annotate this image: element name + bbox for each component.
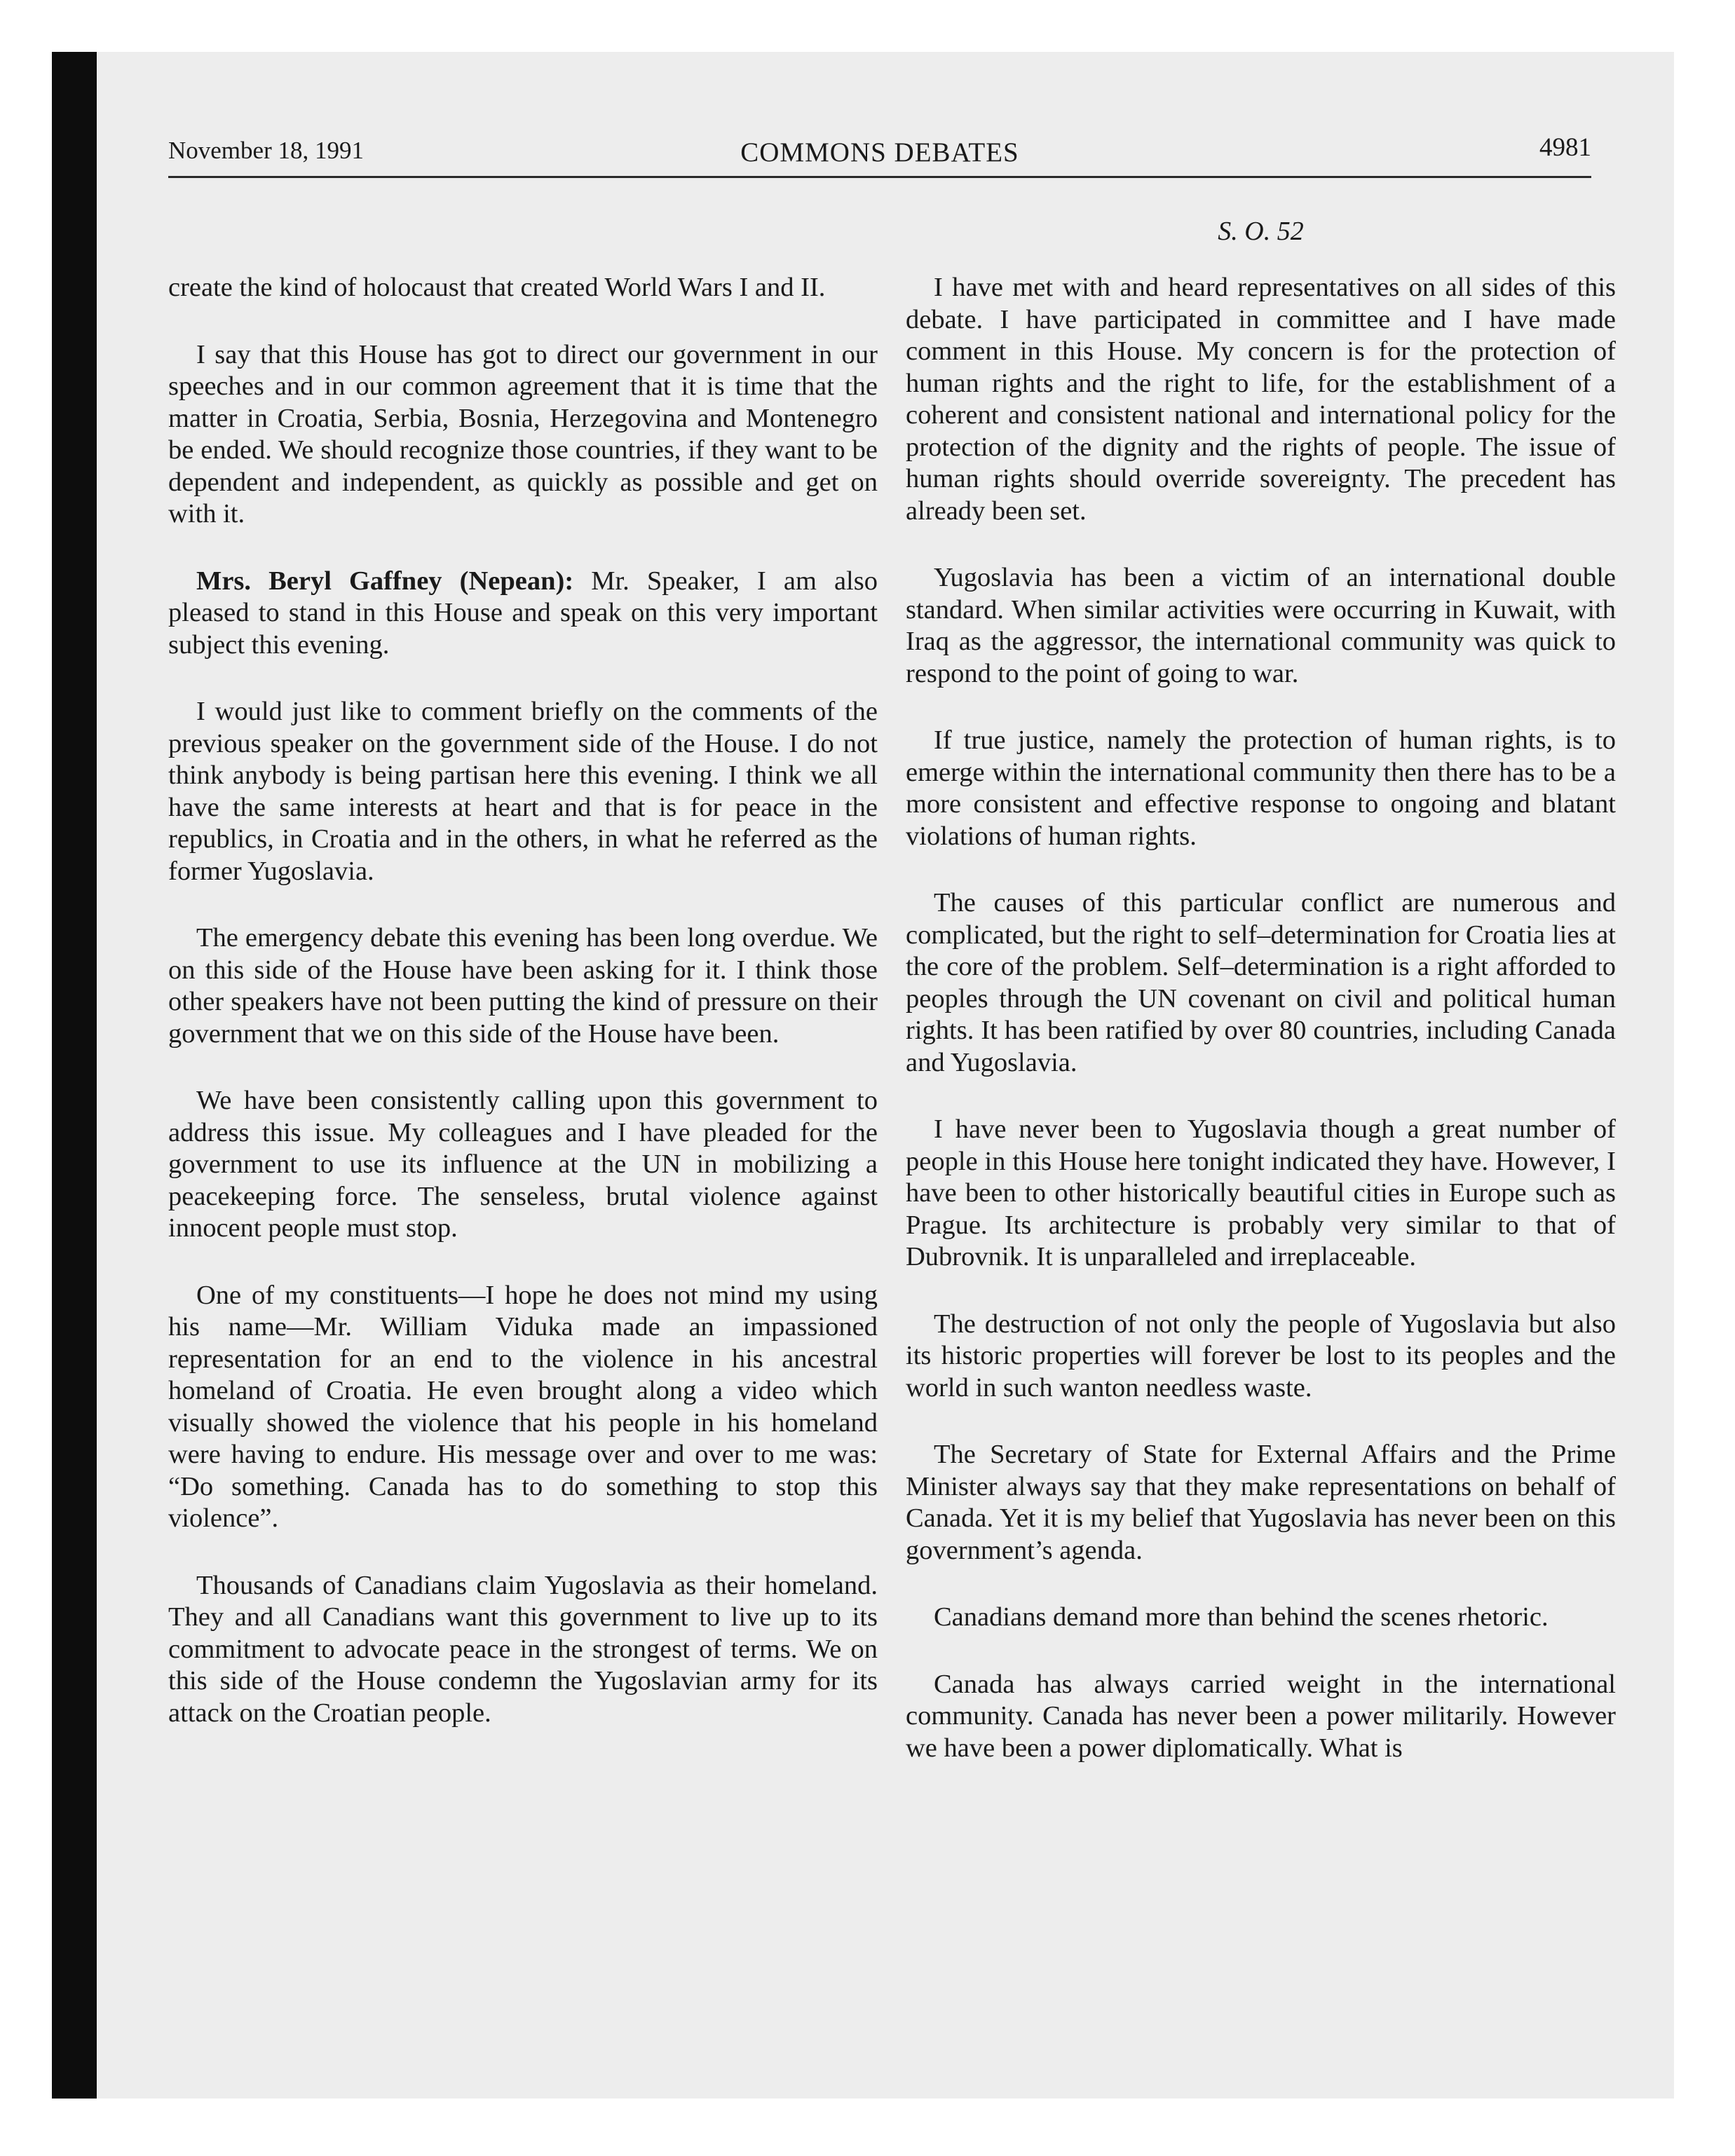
paragraph: Canada has always carried weight in the international community. Canada has never been a power militarily. However we have been a power diplomatically. What is (906, 1669, 1616, 1763)
paragraph (168, 566, 878, 662)
right-column (906, 272, 1616, 1799)
header-date: November 18, 1991 (168, 137, 364, 164)
paragraph: One of my constituents—I hope he does not mind my using his name—Mr. William Viduka made an impassioned representation for an end to the violence in his ancestral homeland of Croatia. He even brought along a video which visually showed the violence that his people in his homeland were having to endure. His message over and over to me was: “Do something. Canada has to do something to stop this violence”. (168, 1280, 878, 1533)
paragraph: I say that this House has got to direct our government in our speeches and in our common agreement that it is time that the matter in Croatia, Serbia, Bosnia, Herzegovina and Montenegro be ended. We should recognize those countries, if they want to be dependent and independent, as quickly as possible and get on with it. (168, 339, 878, 528)
page-number: 4981 (1539, 133, 1591, 162)
paragraph: Thousands of Canadians claim Yugoslavia as their homeland. They and all Canadians want this government to live up to its commitment to advocate peace in the strongest of terms. We on this side of the House condemn the Yugoslavian army for its attack on the Croatian people. (168, 1570, 878, 1728)
header-title: COMMONS DEBATES (740, 137, 1019, 168)
paragraph: The Secretary of State for External Affairs and the Prime Minister always say that they make representations on behalf of Canada. Yet it is my belief that Yugoslavia has never been on this government’s agenda. (906, 1440, 1616, 1565)
section-mark: S. O. 52 (1218, 217, 1304, 246)
speech-text: Mr. Speaker, I am also pleased to stand in this House and speak on this very important subject this evening. (168, 566, 878, 660)
paragraph: Canadians demand more than behind the scenes rhetoric. (934, 1602, 1549, 1632)
paragraph: I would just like to comment briefly on the comments of the previous speaker on the government side of the House. I do not think anybody is being partisan here this evening. I think we all have the same interests at heart and that is for peace in the republics, in Croatia and in the others, in what he referred as the former Yugoslavia. (168, 697, 878, 886)
paragraph: create the kind of holocaust that created World Wars I and II. (168, 273, 826, 302)
left-column (168, 272, 878, 1764)
scan-binding-edge (52, 52, 97, 2099)
paragraph: Yugoslavia has been a victim of an international double standard. When similar activities were occurring in Kuwait, with Iraq as the aggressor, the international community was quick to respond to the point of going to war. (906, 563, 1616, 688)
speaker-name: Mrs. Beryl Gaffney (Nepean): (196, 566, 574, 596)
paragraph: The causes of this particular conflict are numerous and complicated, but the right to self–determination for Croatia lies at the core of the problem. Self–determination is a right afforded to peoples through the UN covenant on civil and political human rights. It has been ratified by over 80 countries, including Canada and Yugoslavia. (906, 888, 1616, 1077)
paragraph: The destruction of not only the people of Yugoslavia but also its historic properties will forever be lost to its peoples and the world in such wanton needless waste. (906, 1309, 1616, 1403)
paragraph: I have never been to Yugoslavia though a great number of people in this House here tonight indicated they have. However, I have been to other historically beautiful cities in Europe such as Prague. Its architecture is probably very similar to that of Dubrovnik. It is unparalleled and irreplaceable. (906, 1114, 1616, 1271)
paragraph: We have been consistently calling upon this government to address this issue. My colleagues and I have pleaded for the government to use its influence at the UN in mobilizing a peacekeeping force. The senseless, brutal violence against innocent people must stop. (168, 1086, 878, 1243)
paragraph: If true justice, namely the protection of human rights, is to emerge within the international community then there has to be a more consistent and effective response to ongoing and blatant violations of human rights. (906, 725, 1616, 851)
paragraph: I have met with and heard representatives on all sides of this debate. I have participated in committee and I have made comment in this House. My concern is for the protection of human rights and the right to life, for the establishment of a coherent and consistent national and international policy for the protection of the dignity and the rights of people. The issue of human rights should override sovereignty. The precedent has already been set. (906, 273, 1616, 526)
paragraph: The emergency debate this evening has been long overdue. We on this side of the House have been asking for it. I think those other speakers have not been putting the kind of pressure on their government that we on this side of the House have been. (168, 923, 878, 1049)
page-header (168, 133, 1591, 178)
